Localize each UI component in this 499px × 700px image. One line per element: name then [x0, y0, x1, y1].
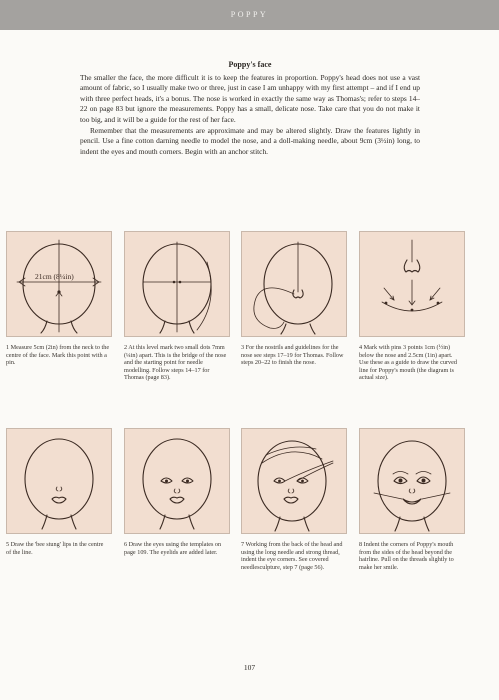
section-title: Poppy's face	[228, 60, 272, 69]
step-5-caption: 5 Draw the 'bee stung' lips in the centre of the line.	[6, 541, 104, 556]
step-1-diagram	[6, 231, 112, 337]
step-8-caption: 8 Indent the corners of Poppy's mouth from the sides of the head beyond the hairline. Pull on the threads slightly to make her smile.	[359, 541, 454, 571]
step-1-annotation: 21cm (8¼in)	[35, 272, 74, 281]
step-8-diagram	[359, 428, 465, 534]
running-title: POPPY	[230, 10, 269, 19]
step-2-diagram	[124, 231, 230, 337]
step-3-caption: 3 For the nostrils and guidelines for the nose see steps 17–19 for Thomas. Follow steps 20–22 to finish the nose.	[241, 344, 344, 367]
step-2-caption: 2 At this level mark two small dots 7mm (¼in) apart. This is the bridge of the nose and the starting point for needle modelling. Follow steps 14–17 for Thomas (page 83).	[124, 344, 227, 382]
step-4-caption: 4 Mark with pins 3 points 1cm (½in) below the nose and 2.5cm (1in) apart. Use these as a guide to draw the curved line for Poppy's mouth (the diagram is actual size).	[359, 344, 457, 382]
running-header	[0, 0, 499, 30]
page-number: 107	[243, 663, 256, 672]
step-6-caption: 6 Draw the eyes using the templates on page 109. The eyelids are added later.	[124, 541, 222, 556]
step-5-diagram	[6, 428, 112, 534]
step-7-caption: 7 Working from the back of the head and using the long needle and strong thread, indent the eye corners. See covered needlesculpture, step 7 (page 56).	[241, 541, 343, 571]
step-4-diagram	[359, 231, 465, 337]
step-1-caption: 1 Measure 5cm (2in) from the neck to the centre of the face. Mark this point with a pin.	[6, 344, 110, 367]
intro-section	[80, 60, 420, 157]
step-7-diagram	[241, 428, 347, 534]
intro-paragraph-2: Remember that the measurements are approximate and may be altered slightly. Draw the features lightly in pencil. Use a fine cotton darning needle to model the nose, and a doll-making needle, about 9cm (3½in) long, to indent the eyes and mouth corners. Begin with an anchor stitch.	[80, 125, 420, 156]
step-6-diagram	[124, 428, 230, 534]
step-3-diagram	[241, 231, 347, 337]
intro-paragraph-1: The smaller the face, the more difficult it is to keep the features in proportion. Poppy's head does not use a vast amount of fabric, so I usually make two or three, just in case I am unhappy with my first attempt – and if I end up with three perfect heads, it's a bonus. The nose is worked in exactly the same way as Thomas's; refer to steps 14–22 on page 83 but ignore the measurements. Poppy has a small, delicate nose. Take care that you do not make it too big, and it will be a guide for the rest of her face.	[80, 72, 420, 124]
